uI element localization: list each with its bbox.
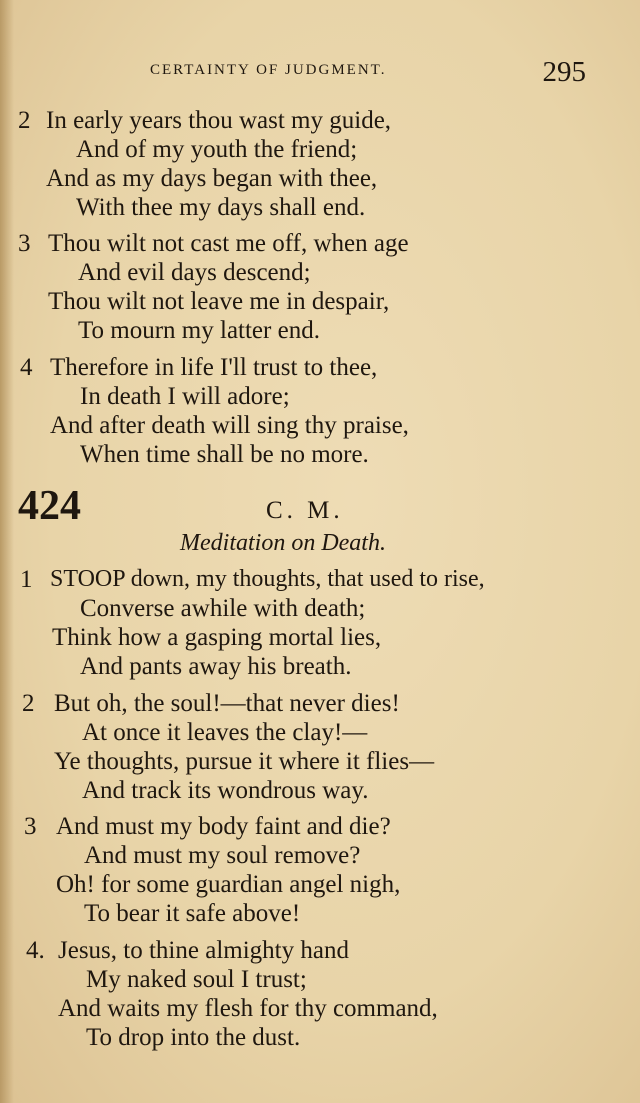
stanza-number: 3: [18, 230, 31, 257]
verse-line: Converse awhile with death;: [80, 595, 366, 622]
verse-line: And evil days descend;: [78, 259, 311, 286]
verse-line: Thou wilt not cast me off, when age: [48, 230, 409, 257]
verse-line: Thou wilt not leave me in despair,: [48, 288, 390, 315]
verse-line: And waits my flesh for thy command,: [58, 995, 438, 1022]
verse-line: To drop into the dust.: [86, 1024, 301, 1051]
verse-line: My naked soul I trust;: [86, 966, 307, 993]
verse-line: In early years thou wast my guide,: [46, 107, 392, 134]
verse-line: And pants away his breath.: [80, 653, 352, 680]
stanza-number: 2: [18, 107, 31, 134]
verse-line: And of my youth the friend;: [76, 136, 358, 163]
page-spine-shadow: [0, 0, 14, 1103]
verse-line: And track its wondrous way.: [82, 777, 369, 804]
running-head: CERTAINTY OF JUDGMENT.: [150, 62, 387, 78]
verse-line: Oh! for some guardian angel nigh,: [56, 871, 401, 898]
verse-line: Therefore in life I'll trust to thee,: [50, 354, 378, 381]
hymn-title: Meditation on Death.: [180, 530, 386, 556]
hymn-meter: C. M.: [266, 497, 344, 524]
verse-line: But oh, the soul!—that never dies!: [54, 690, 400, 717]
verse-line: And after death will sing thy praise,: [50, 412, 409, 439]
verse-line: And must my soul remove?: [84, 842, 361, 869]
verse-line: Ye thoughts, pursue it where it flies—: [54, 748, 435, 775]
stanza-number: 4.: [26, 937, 45, 964]
verse-line: With thee my days shall end.: [76, 194, 366, 221]
stanza-number: 2: [22, 690, 35, 717]
verse-line: STOOP down, my thoughts, that used to rise,: [50, 566, 485, 592]
verse-line: And as my days began with thee,: [46, 165, 378, 192]
verse-line: And must my body faint and die?: [56, 813, 391, 840]
verse-line: Think how a gasping mortal lies,: [52, 624, 382, 651]
page-number: 295: [542, 56, 586, 88]
verse-line: To bear it safe above!: [84, 900, 301, 927]
hymn-number: 424: [18, 483, 81, 529]
stanza-number: 1: [20, 566, 33, 593]
verse-line: To mourn my latter end.: [78, 317, 320, 344]
verse-line: Jesus, to thine almighty hand: [58, 937, 349, 964]
verse-line: When time shall be no more.: [80, 441, 369, 468]
verse-line: At once it leaves the clay!—: [82, 719, 368, 746]
stanza-number: 3: [24, 813, 37, 840]
verse-line: In death I will adore;: [80, 383, 290, 410]
stanza-number: 4: [20, 354, 33, 381]
